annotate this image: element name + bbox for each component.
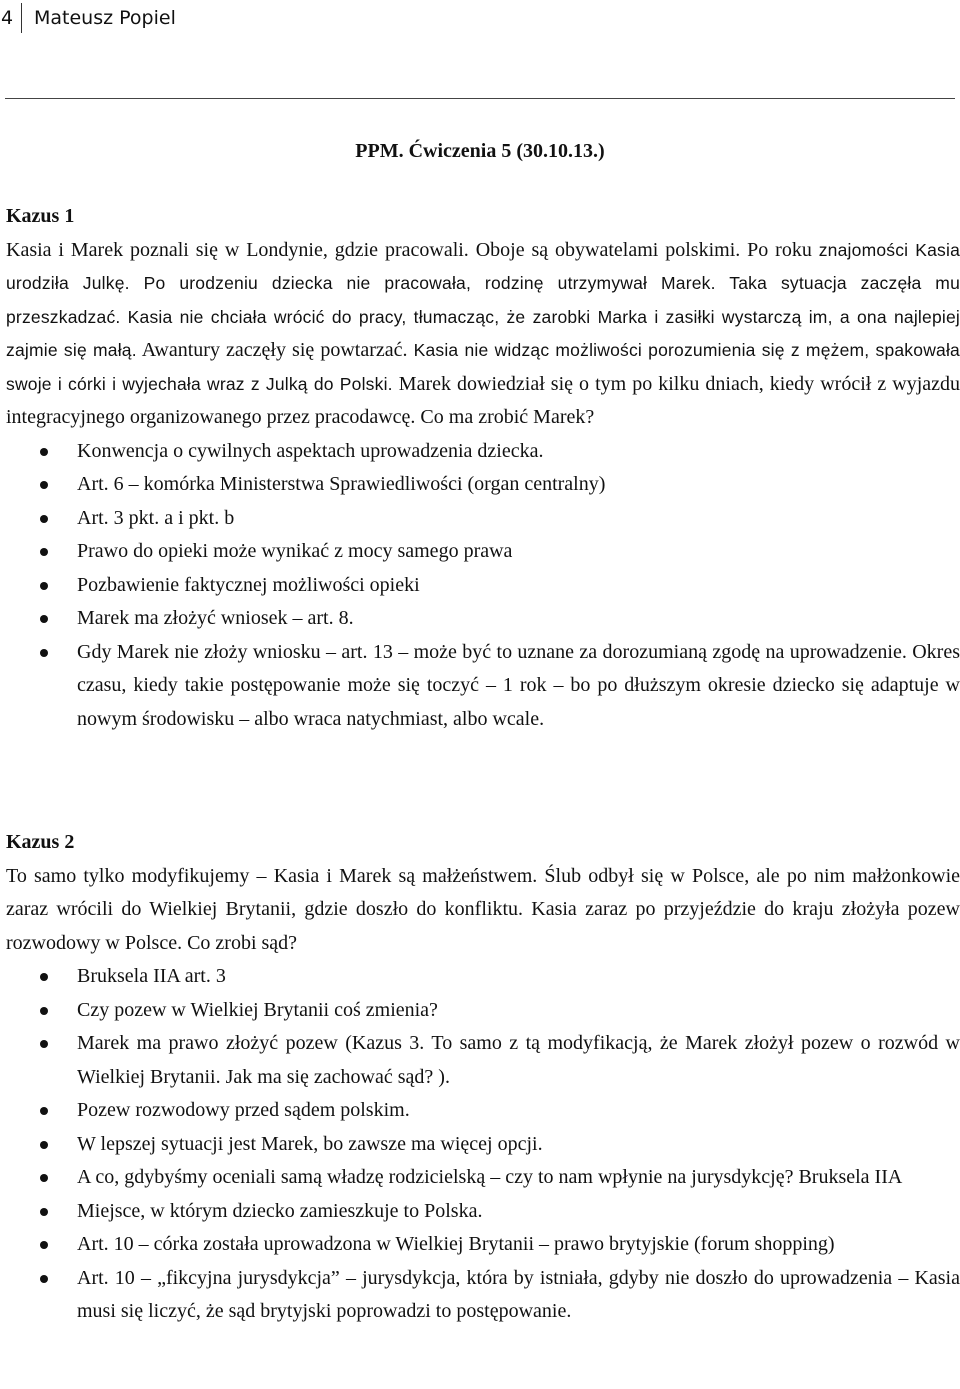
kazus-2-bullet-list bbox=[6, 960, 960, 1329]
kazus-2-section bbox=[6, 826, 960, 1329]
list-item bbox=[6, 602, 960, 636]
list-item-text: W lepszej sytuacji jest Marek, bo zawsze ma więcej opcji. bbox=[77, 1132, 543, 1155]
kazus-2-heading: Kazus 2 bbox=[6, 831, 75, 853]
list-item-text: Pozbawienie faktycznej możliwości opieki bbox=[77, 573, 420, 596]
list-item bbox=[6, 960, 960, 994]
list-item-text: Art. 10 – córka została uprowadzona w Wielkiej Brytanii – prawo brytyjskie (forum shopping) bbox=[77, 1233, 835, 1255]
kazus-1-text-part-6: Marek dowiedział się o tym po kilku dniach, kiedy wrócił z wyjazdu integracyjnego organizowanego przez pracodawcę. Co ma zrobić Marek? bbox=[6, 372, 960, 428]
page-header bbox=[0, 3, 176, 33]
list-item-text: Miejsce, w którym dziecko zamieszkuje to Polska. bbox=[77, 1199, 483, 1222]
bullet-icon bbox=[40, 1241, 48, 1249]
bullet-icon bbox=[40, 548, 48, 556]
kazus-1-text-part-4: Awantury zaczęły się powtarzać. bbox=[141, 339, 408, 361]
list-item-text: Art. 3 pkt. a i pkt. b bbox=[77, 506, 235, 529]
list-item-text: Pozew rozwodowy przed sądem polskim. bbox=[77, 1099, 410, 1121]
list-item bbox=[6, 1027, 960, 1094]
kazus-1-heading: Kazus 1 bbox=[6, 205, 75, 227]
page-number: 4 bbox=[1, 7, 14, 29]
list-item-text: Czy pozew w Wielkiej Brytanii coś zmienia? bbox=[77, 998, 438, 1021]
list-item bbox=[6, 994, 960, 1028]
bullet-icon bbox=[40, 1040, 48, 1048]
list-item bbox=[6, 1262, 960, 1329]
list-item bbox=[6, 502, 960, 536]
list-item-text: Bruksela IIA art. 3 bbox=[77, 965, 226, 987]
header-author: Mateusz Popiel bbox=[34, 7, 176, 29]
bullet-icon bbox=[40, 1107, 48, 1115]
list-item bbox=[6, 1094, 960, 1128]
list-item bbox=[6, 535, 960, 569]
header-separator bbox=[21, 3, 22, 33]
kazus-1-paragraph bbox=[6, 234, 960, 435]
bullet-icon bbox=[40, 582, 48, 590]
kazus-1-text-part-3: Marek. Taka sytuacja zaczęła mu przeszkadzać. Kasia nie chciała wrócić do pracy, tłumacząc, że zarobki Marka i zasiłki wystarczą im, a ona najlepiej zajmie się małą. bbox=[6, 273, 960, 360]
list-item bbox=[6, 1161, 960, 1195]
kazus-2-paragraph: To samo tylko modyfikujemy – Kasia i Marek są małżeństwem. Ślub odbył się w Polsce, ale po nim małżonkowie zaraz wrócili do Wielkiej Brytanii, gdzie doszło do konfliktu. Kasia zaraz po przyjeździe do kraju złożyła pozew rozwodowy w Polsce. Co zrobi sąd? bbox=[6, 864, 960, 954]
bullet-icon bbox=[40, 973, 48, 981]
list-item bbox=[6, 468, 960, 502]
kazus-1-section bbox=[6, 200, 960, 736]
list-item bbox=[6, 569, 960, 603]
kazus-1-text-part-5: Kasia nie widząc możliwości porozumienia się z mężem, spakowała swoje i córki i wyjechała wraz z Julką do Polski. bbox=[6, 340, 960, 394]
bullet-icon bbox=[40, 1208, 48, 1216]
kazus-1-text-part-2: znajomości Kasia urodziła Julkę. Po urodzeniu dziecka nie pracowała, rodzinę utrzymywał bbox=[6, 239, 960, 293]
list-item-text: Prawo do opieki może wynikać z mocy samego prawa bbox=[77, 540, 513, 562]
list-item-text: Gdy Marek nie złoży wniosku – art. 13 – może być to uznane za dorozumianą zgodę na uprowadzenie. Okres czasu, kiedy takie postępowanie może się toczyć – 1 rok – bo po dłuższym okresie dziecko się adaptuje w nowym środowisku – albo wraca natychmiast, albo wcale. bbox=[77, 640, 960, 730]
kazus-1-bullet-list bbox=[6, 435, 960, 737]
header-rule bbox=[5, 98, 955, 99]
list-item-text: Art. 10 – „fikcyjna jurysdykcja” – jurysdykcja, która by istniała, gdyby nie doszło do uprowadzenia – Kasia musi się liczyć, że sąd brytyjski poprowadzi to postępowanie. bbox=[77, 1266, 960, 1322]
list-item-text: Art. 6 – komórka Ministerstwa Sprawiedliwości (organ centralny) bbox=[77, 473, 606, 495]
document-title: PPM. Ćwiczenia 5 (30.10.13.) bbox=[355, 140, 605, 162]
list-item bbox=[6, 1195, 960, 1229]
bullet-icon bbox=[40, 615, 48, 623]
list-item bbox=[6, 1128, 960, 1162]
bullet-icon bbox=[40, 1141, 48, 1149]
list-item bbox=[6, 435, 960, 469]
bullet-icon bbox=[40, 1174, 48, 1182]
list-item-text: Konwencja o cywilnych aspektach uprowadzenia dziecka. bbox=[77, 439, 544, 462]
list-item bbox=[6, 636, 960, 737]
bullet-icon bbox=[40, 1275, 48, 1283]
bullet-icon bbox=[40, 448, 48, 456]
list-item-text: Marek ma prawo złożyć pozew (Kazus 3. To samo z tą modyfikacją, że Marek złożył pozew o rozwód w Wielkiej Brytanii. Jak ma się zachować sąd? ). bbox=[77, 1032, 960, 1088]
list-item bbox=[6, 1228, 960, 1262]
list-item-text: A co, gdybyśmy oceniali samą władzę rodzicielską – czy to nam wpłynie na jurysdykcję? Bruksela IIA bbox=[77, 1166, 903, 1188]
list-item-text: Marek ma złożyć wniosek – art. 8. bbox=[77, 607, 354, 629]
bullet-icon bbox=[40, 1007, 48, 1015]
kazus-1-text-part-1: Kasia i Marek poznali się w Londynie, gdzie pracowali. Oboje są obywatelami polskimi. Po roku bbox=[6, 238, 812, 261]
bullet-icon bbox=[40, 515, 48, 523]
bullet-icon bbox=[40, 649, 48, 657]
bullet-icon bbox=[40, 481, 48, 489]
